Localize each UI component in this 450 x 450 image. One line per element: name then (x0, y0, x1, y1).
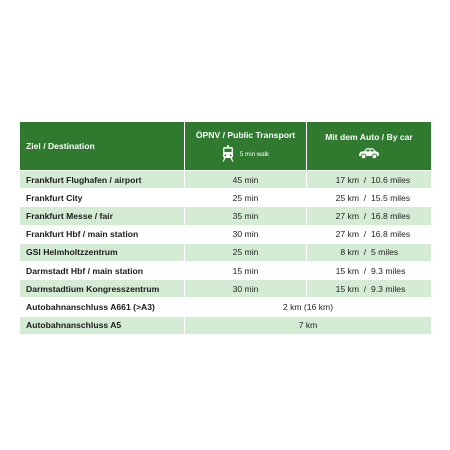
table-row (20, 243, 432, 261)
separator: / (363, 229, 367, 240)
separator: / (363, 174, 367, 185)
km-value: 15 km (335, 265, 359, 276)
separator: / (363, 247, 367, 258)
miles-value: 10.6 miles (371, 174, 411, 185)
header-car (307, 122, 432, 171)
miles-value: 15.5 miles (371, 192, 411, 203)
destination-cell: Frankfurt Messe / fair (20, 207, 185, 225)
car-icon (358, 147, 380, 162)
table-row (20, 171, 432, 189)
travel-table-container (19, 121, 431, 335)
travel-distance-table (19, 121, 432, 335)
car-distance-cell (307, 243, 432, 261)
car-distance-cell (307, 280, 432, 298)
table-row (20, 261, 432, 279)
transit-time-cell: 35 min (185, 207, 307, 225)
km-value: 17 km (335, 174, 359, 185)
header-transit-label: ÖPNV / Public Transport (195, 129, 296, 140)
km-value: 8 km (340, 247, 359, 258)
transit-time-cell: 15 min (185, 261, 307, 279)
car-distance-cell (307, 207, 432, 225)
km-value: 27 km (335, 210, 359, 221)
km-value: 25 km (335, 192, 359, 203)
transit-time-cell: 25 min (185, 189, 307, 207)
separator: / (363, 283, 367, 294)
destination-cell: Darmstadtium Kongresszentrum (20, 280, 185, 298)
table-row (20, 298, 432, 316)
separator: / (363, 265, 367, 276)
miles-value: 9.3 miles (371, 265, 406, 276)
separator: / (363, 192, 367, 203)
separator: / (363, 210, 367, 221)
car-distance-cell (307, 261, 432, 279)
destination-cell: Frankfurt Flughafen / airport (20, 171, 185, 189)
header-transit-sub (222, 145, 269, 164)
transit-time-cell: 45 min (185, 171, 307, 189)
table-row (20, 207, 432, 225)
header-car-label: Mit dem Auto / By car (325, 131, 413, 142)
table-row (20, 189, 432, 207)
miles-value: 16.8 miles (371, 210, 411, 221)
miles-value: 9.3 miles (371, 283, 406, 294)
destination-cell: Frankfurt Hbf / main station (20, 225, 185, 243)
destination-cell: Autobahnanschluss A661 (>A3) (20, 298, 185, 316)
header-transit (185, 122, 307, 171)
destination-cell: Darmstadt Hbf / main station (20, 261, 185, 279)
header-car-sub (358, 147, 380, 162)
transit-time-cell: 30 min (185, 280, 307, 298)
transit-time-cell: 25 min (185, 243, 307, 261)
table-row (20, 316, 432, 334)
merged-distance-cell: 2 km (16 km) (185, 298, 432, 316)
tram-icon (222, 145, 234, 164)
merged-distance-cell: 7 km (185, 316, 432, 334)
table-header-row (20, 122, 432, 171)
miles-value: 16.8 miles (371, 229, 411, 240)
km-value: 27 km (335, 229, 359, 240)
destination-cell: Frankfurt City (20, 189, 185, 207)
car-distance-cell (307, 189, 432, 207)
car-distance-cell (307, 225, 432, 243)
destination-cell: GSI Helmholtzzentrum (20, 243, 185, 261)
transit-time-cell: 30 min (185, 225, 307, 243)
car-distance-cell (307, 171, 432, 189)
header-destination: Ziel / Destination (20, 122, 185, 171)
table-row (20, 280, 432, 298)
table-row (20, 225, 432, 243)
km-value: 15 km (335, 283, 359, 294)
walk-note: 5 min walk (239, 150, 270, 158)
destination-cell: Autobahnanschluss A5 (20, 316, 185, 334)
miles-value: 5 miles (371, 247, 399, 258)
